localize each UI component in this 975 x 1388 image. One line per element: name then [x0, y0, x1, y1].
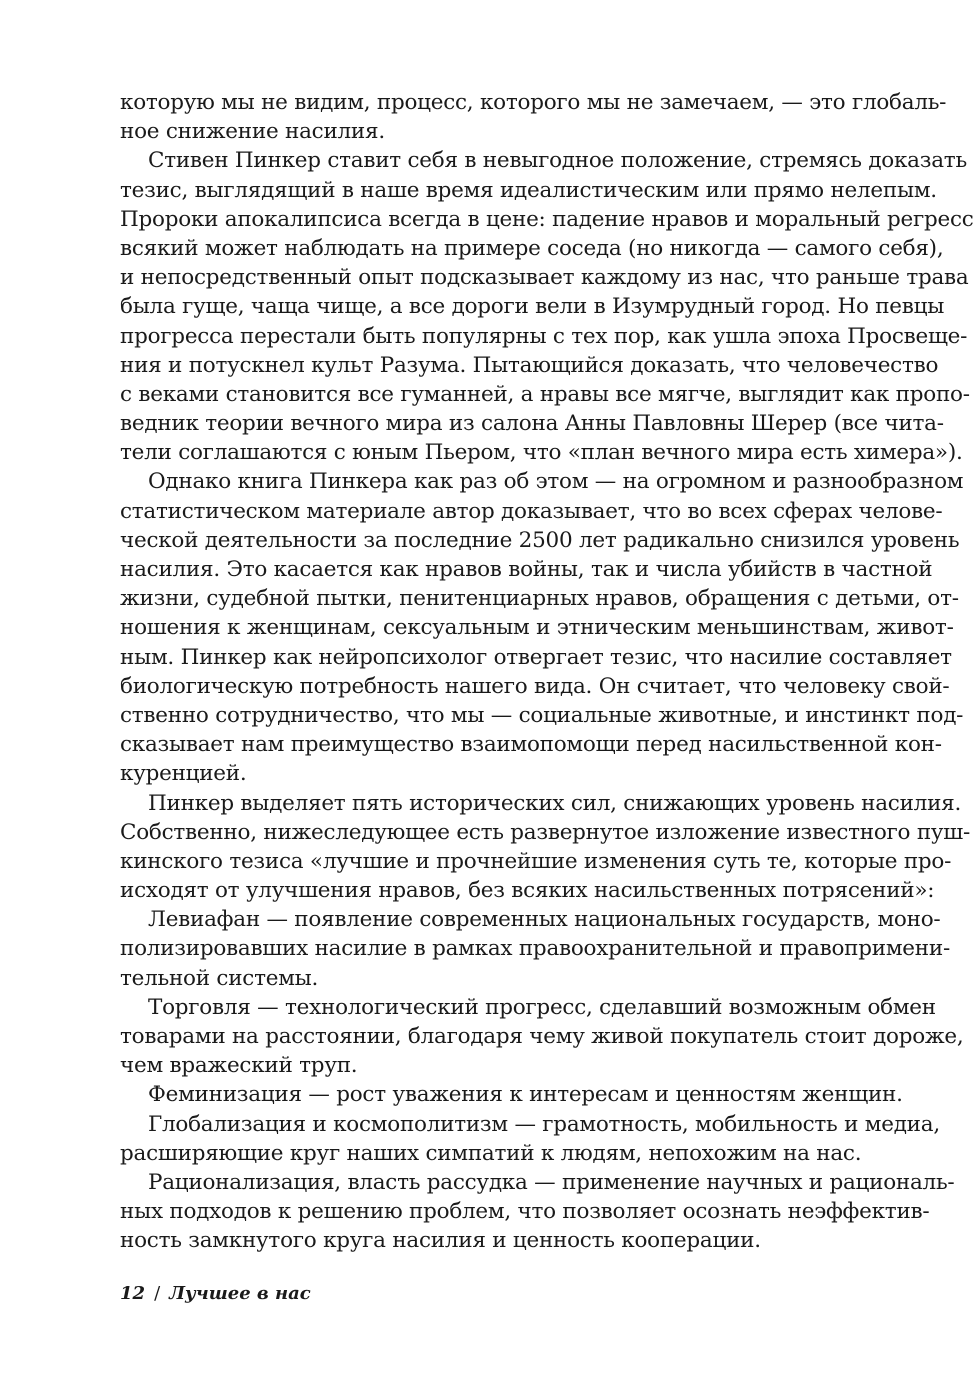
paragraph	[120, 1080, 903, 1109]
text-line: тезис, выглядящий в наше время идеалистическим или прямо нелепым.	[120, 177, 937, 203]
paragraph	[120, 905, 950, 993]
text-line: ношения к женщинам, сексуальным и этническим меньшинствам, живот-	[120, 615, 954, 641]
text-line: насилия. Это касается как нравов войны, так и числа убийств в частной	[120, 557, 933, 582]
text-line: тели соглашаются с юным Пьером, что «план вечного мира есть химера»).	[120, 440, 963, 466]
text-line: ность замкнутого круга насилия и ценность кооперации.	[120, 1228, 761, 1254]
text-line: чем вражеский труп.	[120, 1053, 358, 1079]
paragraph	[120, 789, 971, 906]
running-title: Лучшее в нас	[169, 1283, 311, 1304]
text-line: статистическом материале автор доказывает, что во всех сферах челове-	[120, 498, 943, 524]
text-line: биологическую потребность нашего вида. Он считает, что человеку свой-	[120, 673, 950, 699]
body-text	[120, 88, 974, 1256]
paragraph	[120, 467, 964, 788]
text-line: ных подходов к решению проблем, что позволяет осознать неэффектив-	[120, 1199, 930, 1225]
text-line: жизни, судебной пытки, пенитенциарных нравов, обращения с детьми, от-	[120, 586, 959, 612]
footer-separator: /	[154, 1283, 161, 1304]
text-line: расширяющие круг наших симпатий к людям, непохожим на нас.	[120, 1140, 862, 1166]
text-line: Пророки апокалипсиса всегда в цене: падение нравов и моральный регресс	[120, 206, 974, 232]
text-line: исходят от улучшения нравов, без всяких насильственных потрясений»:	[120, 878, 935, 904]
text-line: куренцией.	[120, 761, 247, 787]
text-line: ния и потускнел культ Разума. Пытающийся доказать, что человечество	[120, 352, 939, 378]
text-line: Рационализация, власть рассудка — применение научных и рациональ-	[148, 1169, 955, 1195]
text-line: Левиафан — появление современных национальных государств, моно-	[148, 907, 941, 933]
text-line: ческой деятельности за последние 2500 лет радикально снизился уровень	[120, 527, 960, 553]
text-line: была гуще, чаща чище, а все дороги вели в Изумрудный город. Но певцы	[120, 294, 945, 320]
text-line: сказывает нам преимущество взаимопомощи перед насильственной кон-	[120, 732, 942, 758]
text-line: ведник теории вечного мира из салона Анны Павловны Шерер (все чита-	[120, 411, 944, 437]
text-line: ное снижение насилия.	[120, 119, 385, 145]
text-line: Торговля — технологический прогресс, сделавший возможным обмен	[148, 994, 936, 1020]
text-line: и непосредственный опыт подсказывает каждому из нас, что раньше трава	[120, 265, 969, 291]
paragraph	[120, 993, 964, 1081]
text-line: всякий может наблюдать на примере соседа (но никогда — самого себя),	[120, 235, 944, 261]
text-line: Пинкер выделяет пять исторических сил, снижающих уровень насилия.	[148, 790, 962, 816]
text-line: Стивен Пинкер ставит себя в невыгодное положение, стремясь доказать	[148, 148, 967, 174]
paragraph	[120, 1110, 940, 1168]
text-line: с веками становится все гуманней, а нравы все мягче, выглядит как пропо-	[120, 381, 970, 407]
text-line: кинского тезиса «лучшие и прочнейшие изменения суть те, которые про-	[120, 848, 952, 874]
text-line: Феминизация — рост уважения к интересам и ценностям женщин.	[148, 1082, 903, 1108]
text-line: Глобализация и космополитизм — грамотность, мобильность и медиа,	[148, 1111, 940, 1137]
paragraph	[120, 146, 974, 467]
page-number: 12	[120, 1283, 146, 1304]
paragraph	[120, 1168, 955, 1256]
text-line: Однако книга Пинкера как раз об этом — на огромном и разнообразном	[148, 469, 964, 495]
text-line: полизировавших насилие в рамках правоохранительной и правопримени-	[120, 936, 950, 962]
text-line: товарами на расстоянии, благодаря чему живой покупатель стоит дороже,	[120, 1024, 964, 1049]
paragraph	[120, 88, 947, 146]
text-line: ным. Пинкер как нейропсихолог отвергает тезис, что насилие составляет	[120, 644, 952, 670]
text-line: прогресса перестали быть популярны с тех пор, как ушла эпоха Просвеще-	[120, 323, 968, 349]
text-line: которую мы не видим, процесс, которого мы не замечаем, — это глобаль-	[120, 90, 947, 115]
text-line: ственно сотрудничество, что мы — социальные животные, и инстинкт под-	[120, 702, 964, 728]
text-line: Собственно, нижеследующее есть развернутое изложение известного пуш-	[120, 819, 971, 845]
text-line: тельной системы.	[120, 965, 319, 991]
page-footer	[120, 1280, 311, 1308]
